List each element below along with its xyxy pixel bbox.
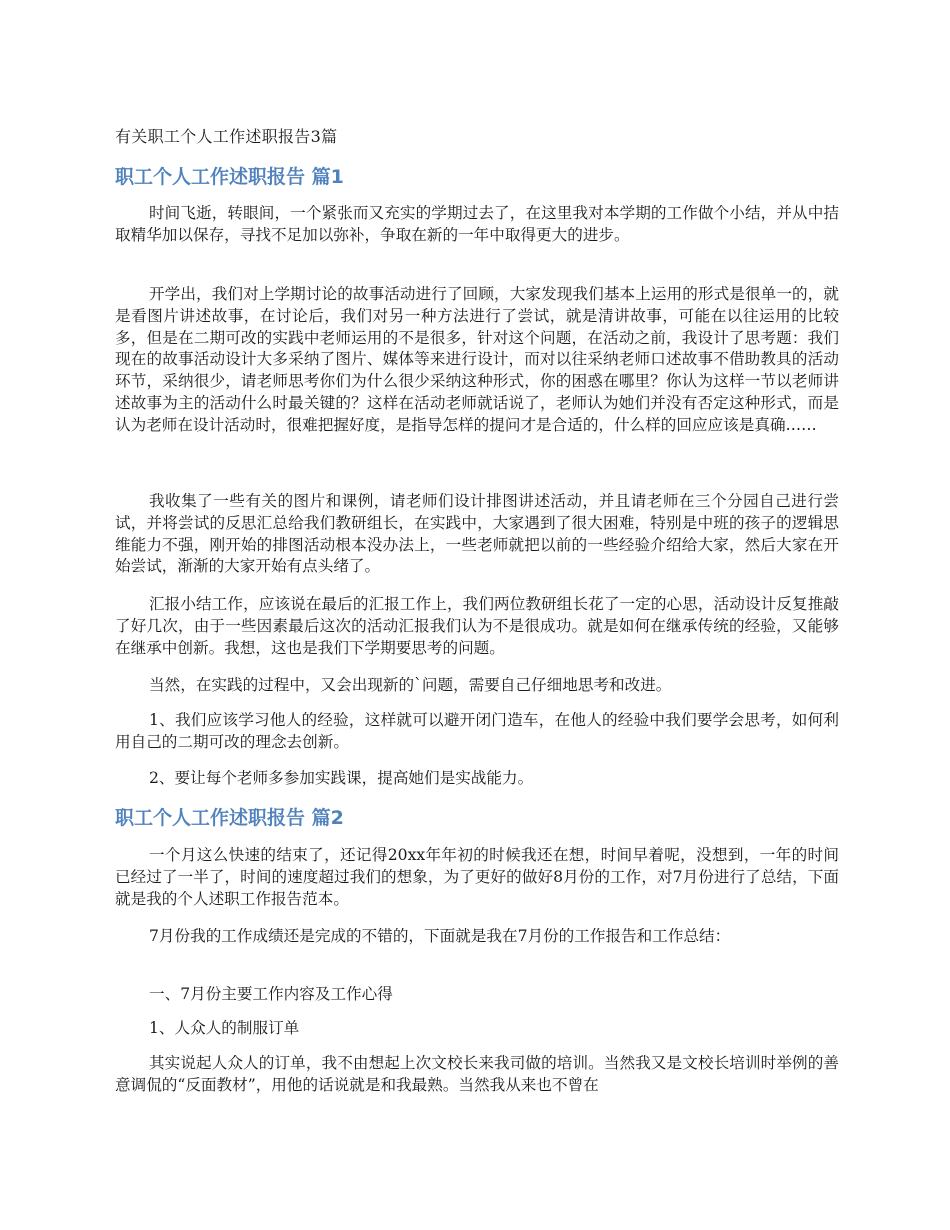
paragraph: 1、人众人的制服订单 xyxy=(149,1019,300,1037)
section-heading-1: 职工个人工作述职报告 篇1 xyxy=(115,166,344,188)
paragraph: 其实说起人众人的订单，我不由想起上次文校长来我司做的培训。当然我又是文校长培训时举例的善意调侃的“反面教材”，用他的话说就是和我最熟。当然我从来也不曾在 xyxy=(115,1054,839,1094)
section-heading-2: 职工个人工作述职报告 篇2 xyxy=(115,807,344,829)
document-title: 有关职工个人工作述职报告3篇 xyxy=(115,127,338,146)
paragraph: 我收集了一些有关的图片和课例，请老师们设计排图讲述活动，并且请老师在三个分园自己进行尝试，并将尝试的反思汇总给我们教研组长，在实践中，大家遇到了很大困难，特别是中班的孩子的逻辑思维能力不强，刚开始的排图活动根本没办法上，一些老师就把以前的一些经验介绍给大家，然后大家在开始尝试，渐渐的大家开始有点头绪了。 xyxy=(115,492,839,576)
paragraph: 2、要让每个老师多参加实践课，提高她们是实战能力。 xyxy=(149,769,534,787)
paragraph: 开学出，我们对上学期讨论的故事活动进行了回顾，大家发现我们基本上运用的形式是很单一的，就是看图片讲述故事，在讨论后，我们对另一种方法进行了尝试，就是清讲故事，可能在以往运用的比较多，但是在二期可改的实践中老师运用的不是很多，针对这个问题，在活动之前，我设计了思考题：我们现在的故事活动设计大多采纳了图片、媒体等来进行设计，而对以往采纳老师口述故事不借助教具的活动环节，采纳很少，请老师思考你们为什么很少采纳这种形式，你的困惑在哪里？你认为这样一节以老师讲述故事为主的活动什么时最关键的？这样在活动老师就话说了，老师认为她们并没有否定这种形式，而是认为老师在设计活动时，很难把握好度，是指导怎样的提问才是合适的，什么样的回应应该是真确…… xyxy=(115,285,839,434)
paragraph: 当然，在实践的过程中，又会出现新的`问题，需要自己仔细地思考和改进。 xyxy=(149,676,672,694)
paragraph: 时间飞逝，转眼间，一个紧张而又充实的学期过去了，在这里我对本学期的工作做个小结，并从中拮取精华加以保存，寻找不足加以弥补，争取在新的一年中取得更大的进步。 xyxy=(115,204,839,244)
paragraph: 1、我们应该学习他人的经验，这样就可以避开闭门造车，在他人的经验中我们要学会思考，如何利用自己的二期可改的理念去创新。 xyxy=(115,711,839,751)
paragraph: 一个月这么快速的结束了，还记得20xx年年初的时候我还在想，时间早着呢，没想到，一年的时间已经过了一半了，时间的速度超过我们的想象，为了更好的做好8月份的工作，对7月份进行了总结，下面就是我的个人述职工作报告范本。 xyxy=(115,846,839,908)
paragraph: 7月份我的工作成绩还是完成的不错的，下面就是我在7月份的工作报告和工作总结： xyxy=(149,927,731,945)
paragraph: 汇报小结工作，应该说在最后的汇报工作上，我们两位教研组长花了一定的心思，活动设计反复推敲了好几次，由于一些因素最后这次的活动汇报我们认为不是很成功。就是如何在继承传统的经验，又能够在继承中创新。我想，这也是我们下学期要思考的问题。 xyxy=(115,595,839,657)
paragraph: 一、7月份主要工作内容及工作心得 xyxy=(149,985,393,1003)
